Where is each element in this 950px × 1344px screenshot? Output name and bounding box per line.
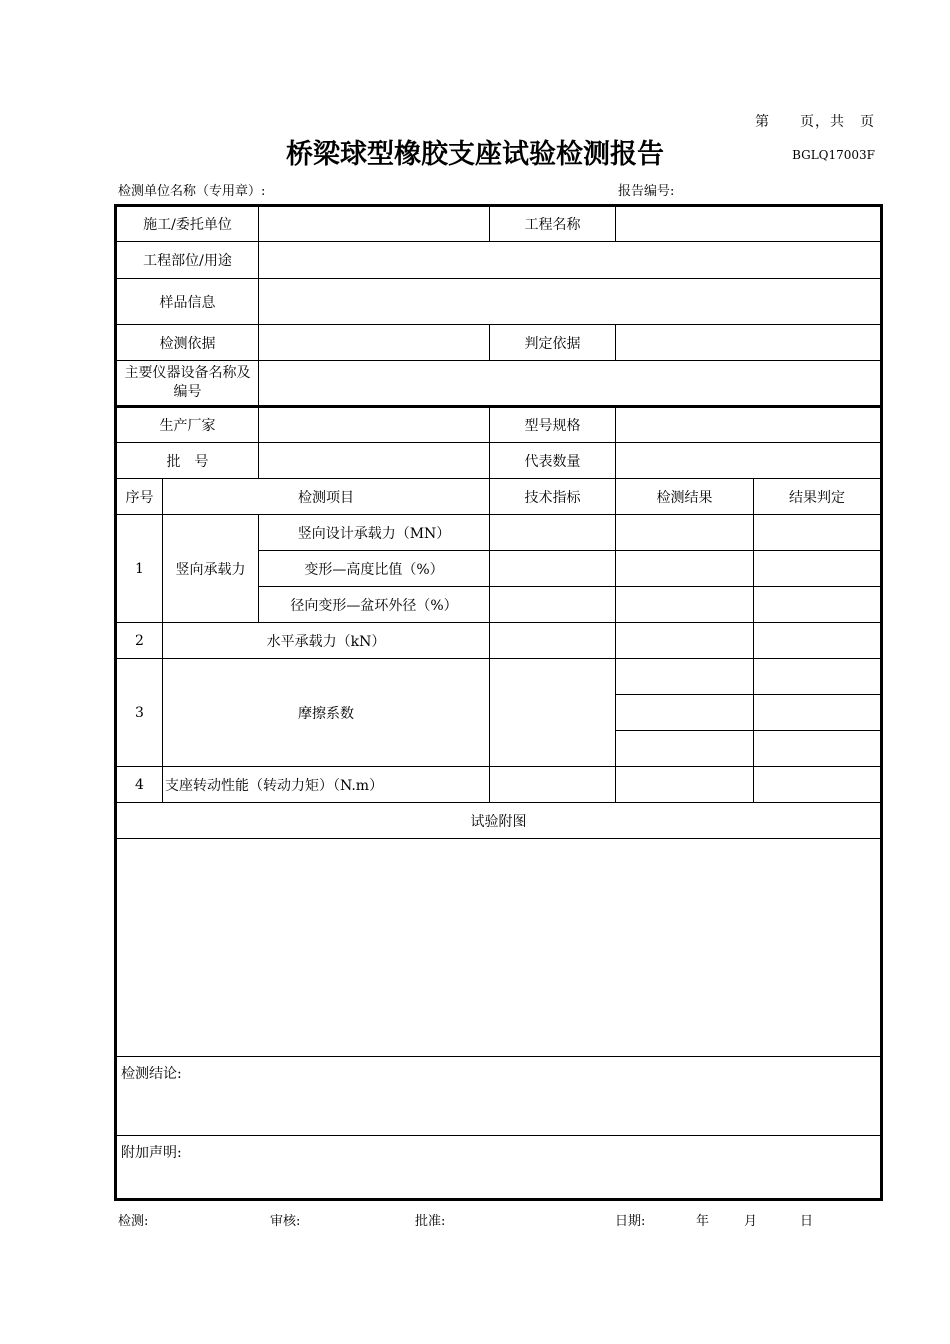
sample-info-value[interactable] bbox=[259, 279, 882, 325]
location-value[interactable] bbox=[259, 242, 882, 279]
row1-sub2-result[interactable] bbox=[616, 551, 754, 587]
row2-item: 水平承载力（kN） bbox=[163, 623, 490, 659]
judge-basis-label: 判定依据 bbox=[490, 325, 616, 361]
project-name-value[interactable] bbox=[616, 206, 882, 242]
reviewer-label: 审核: bbox=[270, 1214, 301, 1229]
row4-spec[interactable] bbox=[490, 767, 616, 803]
row2-spec[interactable] bbox=[490, 623, 616, 659]
row1-sub2-spec[interactable] bbox=[490, 551, 616, 587]
col-result-header: 检测结果 bbox=[616, 479, 754, 515]
row3-result-3[interactable] bbox=[616, 731, 754, 767]
row3-spec[interactable] bbox=[490, 659, 616, 767]
attachment-area[interactable] bbox=[116, 839, 882, 1057]
conclusion-field[interactable]: 检测结论: bbox=[116, 1057, 882, 1136]
judge-basis-value[interactable] bbox=[616, 325, 882, 361]
quantity-label: 代表数量 bbox=[490, 443, 616, 479]
row4-result[interactable] bbox=[616, 767, 754, 803]
client-value[interactable] bbox=[259, 206, 490, 242]
row3-judge-1[interactable] bbox=[754, 659, 882, 695]
batch-label: 批 号 bbox=[116, 443, 259, 479]
sample-info-label: 样品信息 bbox=[116, 279, 259, 325]
date-label: 日期: bbox=[615, 1214, 646, 1229]
report-form bbox=[114, 204, 883, 1201]
page-title: 桥梁球型橡胶支座试验检测报告 bbox=[286, 139, 664, 170]
report-no-label: 报告编号: bbox=[618, 184, 675, 199]
row1-sub3: 径向变形—盆环外径（%） bbox=[259, 587, 490, 623]
row3-judge-2[interactable] bbox=[754, 695, 882, 731]
col-spec-header: 技术指标 bbox=[490, 479, 616, 515]
row2-no: 2 bbox=[116, 623, 163, 659]
row1-sub1-result[interactable] bbox=[616, 515, 754, 551]
project-name-label: 工程名称 bbox=[490, 206, 616, 242]
basis-value[interactable] bbox=[259, 325, 490, 361]
row1-sub2-judge[interactable] bbox=[754, 551, 882, 587]
manufacturer-value[interactable] bbox=[259, 407, 490, 443]
row3-item: 摩擦系数 bbox=[163, 659, 490, 767]
col-item-header: 检测项目 bbox=[163, 479, 490, 515]
row3-result-2[interactable] bbox=[616, 695, 754, 731]
row4-judge[interactable] bbox=[754, 767, 882, 803]
attachment-header: 试验附图 bbox=[116, 803, 882, 839]
row1-sub1: 竖向设计承载力（MN） bbox=[259, 515, 490, 551]
row1-item: 竖向承载力 bbox=[163, 515, 259, 623]
row1-sub1-spec[interactable] bbox=[490, 515, 616, 551]
date-month: 月 bbox=[744, 1214, 758, 1229]
row1-no: 1 bbox=[116, 515, 163, 623]
page-number: 第 页，共 页 bbox=[755, 114, 875, 130]
client-label: 施工/委托单位 bbox=[116, 206, 259, 242]
col-no-header: 序号 bbox=[116, 479, 163, 515]
col-judge-header: 结果判定 bbox=[754, 479, 882, 515]
row2-judge[interactable] bbox=[754, 623, 882, 659]
manufacturer-label: 生产厂家 bbox=[116, 407, 259, 443]
model-value[interactable] bbox=[616, 407, 882, 443]
date-day: 日 bbox=[800, 1214, 814, 1229]
row3-no: 3 bbox=[116, 659, 163, 767]
form-code: BGLQ17003F bbox=[792, 148, 875, 162]
row1-sub3-judge[interactable] bbox=[754, 587, 882, 623]
location-label: 工程部位/用途 bbox=[116, 242, 259, 279]
row1-sub3-result[interactable] bbox=[616, 587, 754, 623]
row1-sub2: 变形—高度比值（%） bbox=[259, 551, 490, 587]
equipment-label: 主要仪器设备名称及编号 bbox=[116, 361, 259, 407]
batch-value[interactable] bbox=[259, 443, 490, 479]
unit-label: 检测单位名称（专用章）: bbox=[118, 184, 266, 199]
row4-no: 4 bbox=[116, 767, 163, 803]
note-field[interactable]: 附加声明: bbox=[116, 1136, 882, 1200]
row3-judge-3[interactable] bbox=[754, 731, 882, 767]
approver-label: 批准: bbox=[415, 1214, 446, 1229]
date-year: 年 bbox=[696, 1214, 710, 1229]
row1-sub1-judge[interactable] bbox=[754, 515, 882, 551]
model-label: 型号规格 bbox=[490, 407, 616, 443]
equipment-value[interactable] bbox=[259, 361, 882, 407]
row1-sub3-spec[interactable] bbox=[490, 587, 616, 623]
tester-label: 检测: bbox=[118, 1214, 149, 1229]
quantity-value[interactable] bbox=[616, 443, 882, 479]
row2-result[interactable] bbox=[616, 623, 754, 659]
row4-item: 支座转动性能（转动力矩）（N.m） bbox=[163, 767, 490, 803]
basis-label: 检测依据 bbox=[116, 325, 259, 361]
row3-result-1[interactable] bbox=[616, 659, 754, 695]
